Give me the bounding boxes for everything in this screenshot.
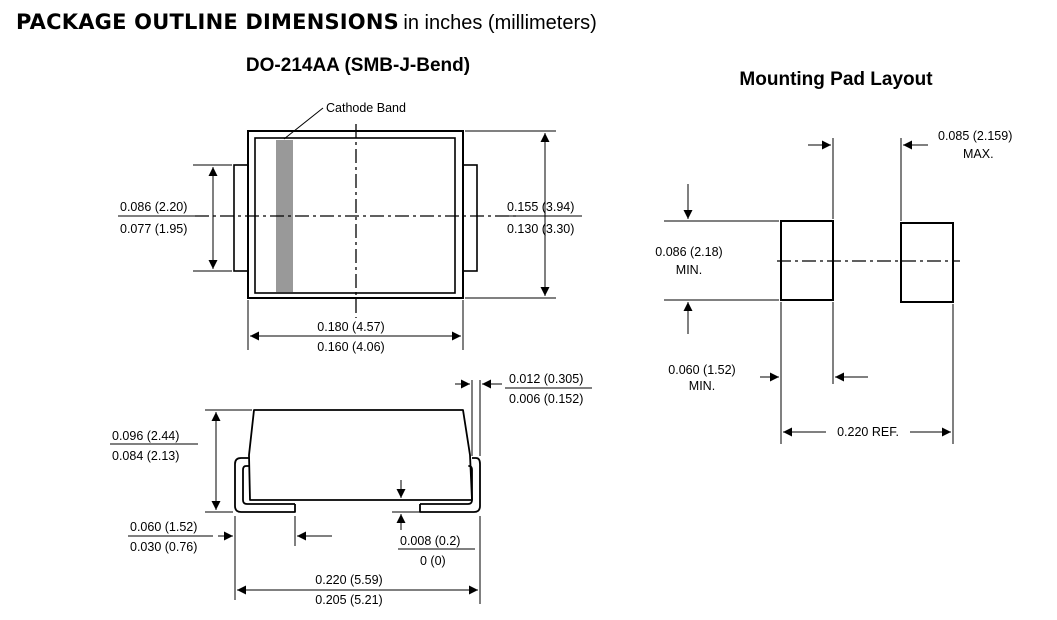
top-width-min: 0.130 (3.30)	[507, 222, 575, 236]
package-name: DO-214AA (SMB-J-Bend)	[245, 55, 471, 76]
pad-gap-note: MIN.	[688, 379, 716, 393]
right-lead	[463, 165, 477, 271]
top-height-dimension	[118, 165, 232, 271]
pad-gap-value: 0.060 (1.52)	[668, 363, 736, 377]
standoff-min: 0 (0)	[420, 554, 446, 568]
standoff-max: 0.008 (0.2)	[400, 534, 461, 548]
top-height-max: 0.086 (2.20)	[120, 200, 188, 214]
side-overall-min: 0.205 (5.21)	[315, 593, 383, 607]
top-width-max: 0.155 (3.94)	[507, 200, 575, 214]
right-pad	[901, 223, 953, 302]
pad-width-note: MAX.	[963, 147, 994, 161]
pad-overall-value: 0.220 REF.	[837, 425, 899, 439]
right-j-lead-inner	[420, 466, 472, 504]
pad-gap-dimension	[760, 302, 868, 444]
cathode-label: Cathode Band	[326, 101, 406, 115]
top-width-dimension	[465, 131, 582, 298]
title-main: PACKAGE OUTLINE DIMENSIONS	[16, 10, 399, 34]
pad-width-value: 0.085 (2.159)	[938, 129, 1013, 143]
left-lead	[234, 165, 248, 271]
side-view	[235, 410, 480, 512]
pad-height-value: 0.086 (2.18)	[655, 245, 723, 259]
top-length-max: 0.180 (4.57)	[317, 320, 385, 334]
pad-layout-title: Mounting Pad Layout	[739, 69, 933, 90]
pad-height-dimension	[664, 184, 779, 334]
pad-overall-dimension	[783, 304, 953, 444]
side-height-min: 0.084 (2.13)	[112, 449, 180, 463]
title-units: in inches (millimeters)	[403, 12, 597, 34]
lead-length-max: 0.060 (1.52)	[130, 520, 198, 534]
cathode-leader	[284, 108, 323, 139]
pad-height-note: MIN.	[675, 263, 703, 277]
top-length-min: 0.160 (4.06)	[317, 340, 385, 354]
lead-thickness-min: 0.006 (0.152)	[509, 392, 584, 406]
side-body	[249, 410, 472, 500]
side-height-max: 0.096 (2.44)	[112, 429, 180, 443]
lead-length-min: 0.030 (0.76)	[130, 540, 198, 554]
lead-thickness-max: 0.012 (0.305)	[509, 372, 584, 386]
pad-width-dimension	[808, 138, 928, 221]
side-overall-max: 0.220 (5.59)	[315, 573, 383, 587]
top-height-min: 0.077 (1.95)	[120, 222, 188, 236]
